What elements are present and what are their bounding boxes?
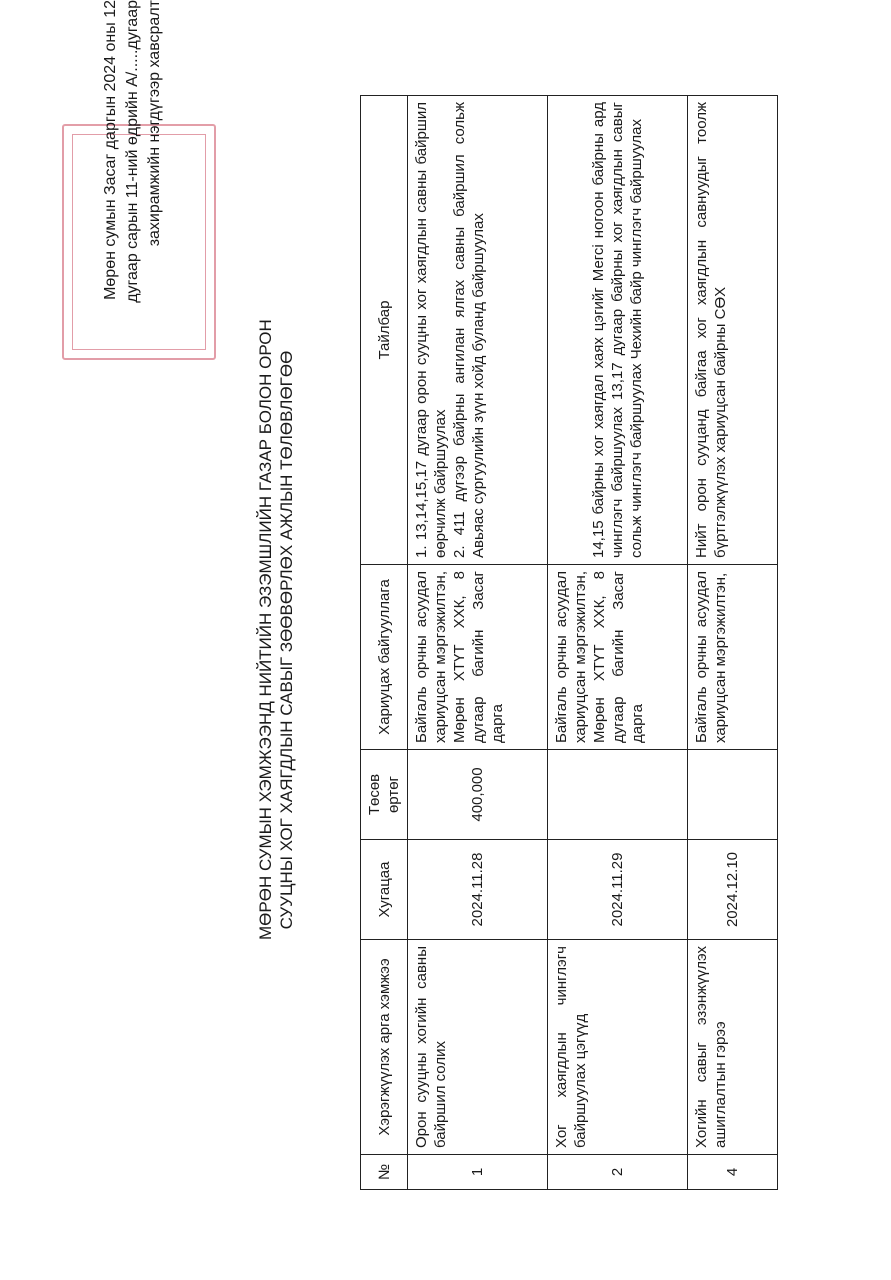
approval-line-3: захирамжийн нэгдүгээр хавсралт <box>146 0 163 247</box>
row-num: 2 <box>548 1155 688 1190</box>
row-budget <box>688 750 778 840</box>
note-line-2: 2. 411 дүгээр байрны ангилан ялгах савны байршил сольж Авьяас сургуулийн зүүн хойд буланд байршуулах <box>451 102 487 558</box>
header-budget: Төсөв өртөг <box>361 750 408 840</box>
approval-line-2: дугаар сарын 11-ний өдрийн А/.....дугаар <box>124 0 141 303</box>
header-responsible: Хариуцах байгууллага <box>361 565 408 750</box>
row-note <box>548 96 688 565</box>
title-line-1: МӨРӨН СУМЫН ХЭМЖЭЭНД НИЙТИЙН ЭЗЭМШЛИЙН ГАЗАР БОЛОН ОРОН <box>256 319 275 940</box>
row-measure: Орон сууцны хогийн савны байршил солих <box>408 940 548 1155</box>
note-line-1: Нийт орон сууцанд байгаа хог хаягдлын савнуудыг тоолж бүртгэлжүүлэх хариуцсан байрны СӨХ <box>693 102 729 558</box>
header-num: № <box>361 1155 408 1190</box>
table-row <box>688 96 778 1190</box>
row-date: 2024.11.28 <box>408 840 548 940</box>
table-header-row <box>361 96 408 1190</box>
row-budget: 400,000 <box>408 750 548 840</box>
row-measure: Хог хаягдлын чинглэгч байршуулах цэгүүд <box>548 940 688 1155</box>
note-line-1: 14,15 байрны хог хаягдал хаях цэгийг Мегсі ногоон байрны ард чинглэгч байршуулах 13,17 дугаар байрны хог хаягдлын савыг сольж чинглэгч байршуулах Чехийн байр чинглэгч байршуулах <box>590 102 645 558</box>
header-note: Тайлбар <box>361 96 408 565</box>
approval-note <box>100 0 166 420</box>
table-row <box>548 96 688 1190</box>
row-note <box>688 96 778 565</box>
row-note <box>408 96 548 565</box>
row-num: 4 <box>688 1155 778 1190</box>
document-title <box>255 319 297 940</box>
row-budget <box>548 750 688 840</box>
approval-line-1: Мөрөн сумын Засаг даргын 2024 оны 12 <box>102 0 119 300</box>
row-date: 2024.12.10 <box>688 840 778 940</box>
plan-table <box>360 95 778 1190</box>
header-date: Хугацаа <box>361 840 408 940</box>
row-responsible: Байгаль орчны асуудал хариуцсан мэргэжилтэн, <box>688 565 778 750</box>
row-responsible: Байгаль орчны асуудал хариуцсан мэргэжилтэн, Мөрөн ХТҮТ ХХК, 8 дугаар багийн Засаг дарга <box>408 565 548 750</box>
note-line-1: 1. 13,14,15,17 дугаар орон сууцны хог хаягдлын савны байршил өөрчилж байршуулах <box>413 102 449 558</box>
row-measure: Хогийн савыг эзэнжүүлэх ашиглалтын гэрээ <box>688 940 778 1155</box>
table-row <box>408 96 548 1190</box>
header-measure: Хэрэгжүүлэх арга хэмжээ <box>361 940 408 1155</box>
row-num: 1 <box>408 1155 548 1190</box>
row-date: 2024.11.29 <box>548 840 688 940</box>
row-responsible: Байгаль орчны асуудал хариуцсан мэргэжилтэн, Мөрөн ХТҮТ ХХК, 8 дугаар багийн Засаг дарга <box>548 565 688 750</box>
title-line-2: СУУЦНЫ ХОГ ХАЯГДЛЫН САВЫГ ЗӨӨВӨРЛӨХ АЖЛЫН ТӨЛӨВЛӨГӨӨ <box>277 350 296 930</box>
